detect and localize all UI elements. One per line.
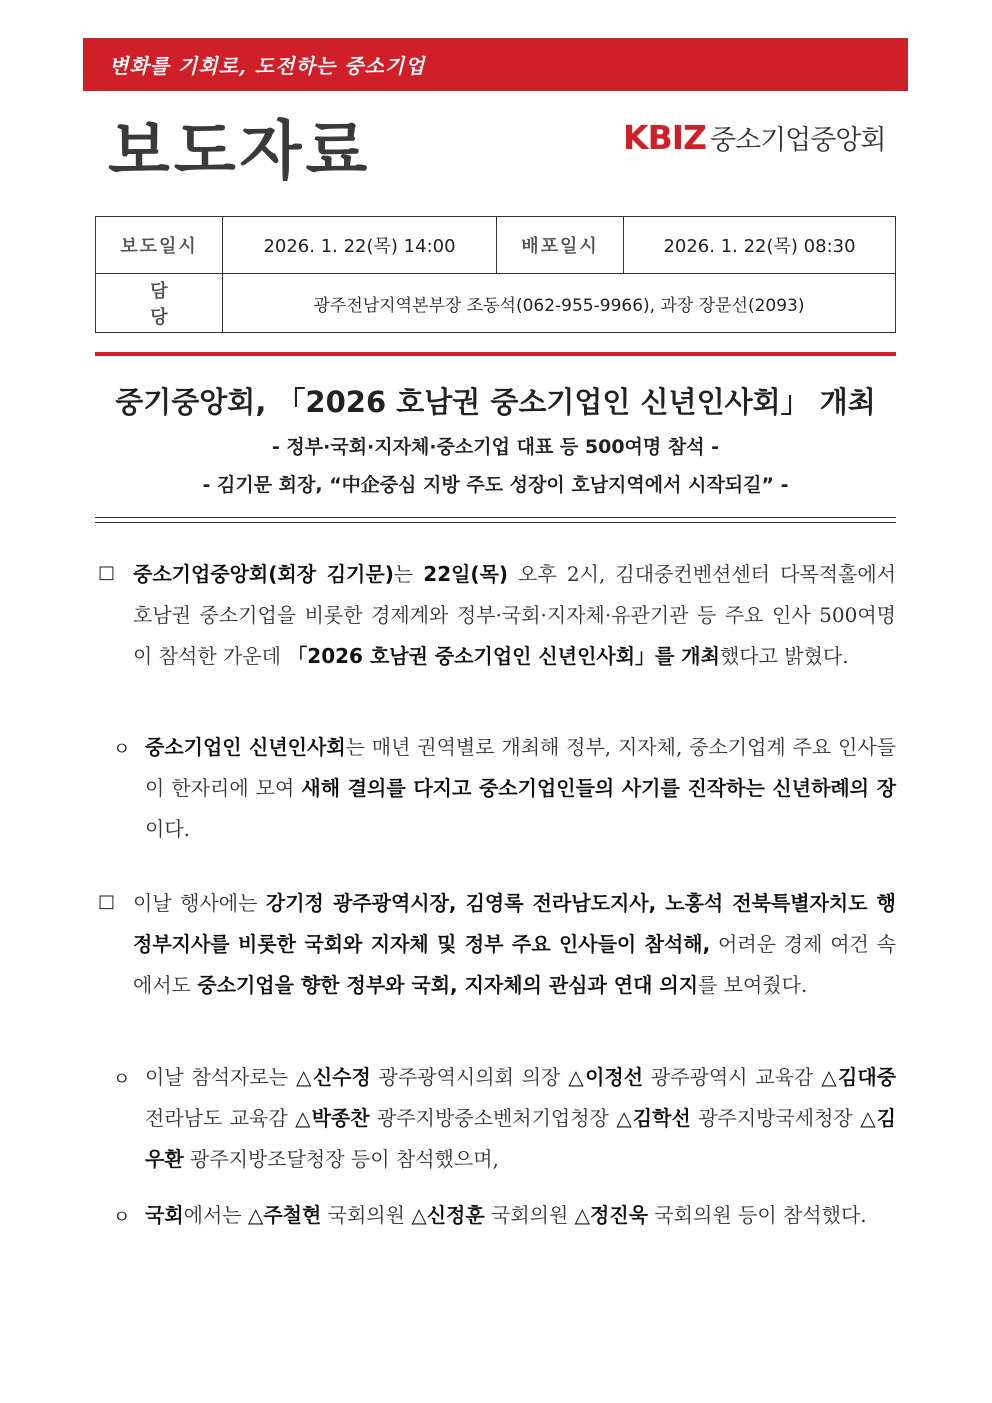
- logo-mark: KBIZ: [623, 118, 706, 157]
- distribution-date-value: 2026. 1. 22(목) 08:30: [624, 217, 896, 274]
- release-date-label: 보도일시: [96, 217, 223, 274]
- document-type-title: 보도자료: [108, 115, 372, 189]
- distribution-date-label: 배포일시: [497, 217, 624, 274]
- paragraph-4: [145, 1057, 896, 1180]
- square-bullet-icon: □: [98, 891, 116, 912]
- text-bold: △이정선: [568, 1065, 644, 1089]
- text: 이날 행사에는: [133, 891, 266, 915]
- headline-subtitle-2: - 김기문 회장, “中企중심 지방 주도 성장이 호남지역에서 시작되길” -: [202, 474, 789, 496]
- logo-organization-name: 중소기업중앙회: [709, 125, 886, 156]
- paragraph-1: [133, 554, 896, 677]
- text-bold: △주철현: [247, 1203, 322, 1227]
- circle-bullet-icon: ㅇ: [113, 739, 131, 760]
- paragraph-2: [145, 727, 896, 850]
- text: 광주광역시 교육감: [643, 1065, 822, 1089]
- paragraph-3: [133, 883, 896, 1006]
- text-bold: △김우환: [145, 1106, 896, 1171]
- text-bold: 중소기업을 향한 정부와 국회, 지자체의 관심과 연대 의지: [197, 973, 699, 997]
- text: 이날 참석자로는: [145, 1065, 296, 1089]
- text-bold: 강기정 광주광역시장, 김영록 전라남도지사, 노홍석 전북특별자치도 행정부지사를 비롯한 국회와 지자체 및 정부 주요 인사들이 참석해,: [133, 891, 896, 956]
- text: 국회의원: [484, 1203, 575, 1227]
- paragraph-5: [145, 1195, 896, 1236]
- text: 를 보여줬다.: [698, 973, 808, 997]
- text: 어려운 경제 여건 속에서도: [133, 932, 896, 997]
- text: 는: [393, 562, 424, 586]
- text-bold: △정진욱: [574, 1203, 648, 1227]
- text: 에서는: [183, 1203, 248, 1227]
- text: 했다고 밝혔다.: [719, 644, 849, 668]
- text: 는 매년 권역별로 개최해 정부, 지자체, 중소기업계 주요 인사들이 한자리에 모여: [145, 735, 896, 800]
- text-bold: 중소기업중앙회(회장 김기문): [133, 562, 394, 586]
- text: 전라남도 교육감: [145, 1106, 296, 1130]
- circle-bullet-icon: ㅇ: [113, 1069, 131, 1090]
- text: 이다.: [145, 817, 190, 841]
- contact-value: 광주전남지역본부장 조동석(062-955-9966), 과장 장문선(2093): [223, 274, 896, 333]
- text-bold: 「2026 호남권 중소기업인 신년인사회」를 개최: [287, 644, 720, 668]
- text-bold: △신수정: [295, 1065, 371, 1089]
- double-divider-top: [95, 517, 896, 518]
- release-info-table: [95, 216, 896, 333]
- text-bold: △김학선: [616, 1106, 691, 1130]
- text-bold: △박종찬: [295, 1106, 370, 1130]
- text-bold: 중소기업인 신년인사회: [145, 735, 346, 759]
- circle-bullet-icon: ㅇ: [113, 1207, 131, 1228]
- header-banner: [83, 38, 908, 91]
- headline-title: 중기중앙회, 「2026 호남권 중소기업인 신년인사회」 개최: [115, 385, 876, 419]
- kbiz-logo: [623, 118, 886, 157]
- text-bold: 국회: [145, 1203, 184, 1227]
- text: 오후 2시, 김대중컨벤션센터 다목적홀에서 호남권 중소기업을 비롯한 경제계와 정부·국회·지자체·유관기관 등 주요 인사 500여명이 참석한 가운데: [133, 562, 896, 668]
- text: 국회의원 등이 참석했다.: [648, 1203, 867, 1227]
- text: 광주지방조달청장 등이 참석했으며,: [183, 1147, 499, 1171]
- text: 광주광역시의회 의장: [370, 1065, 569, 1089]
- release-date-value: 2026. 1. 22(목) 14:00: [223, 217, 497, 274]
- text: 국회의원: [321, 1203, 412, 1227]
- text-bold: 22일(목): [423, 562, 509, 586]
- text-bold: 새해 결의를 다지고 중소기업인들의 사기를 진작하는 신년하례의 장: [301, 776, 897, 800]
- contact-label: 담당: [96, 274, 223, 333]
- headline-subtitle-1: - 정부·국회·지자체·중소기업 대표 등 500여명 참석 -: [271, 436, 720, 458]
- text-bold: △신정훈: [411, 1203, 485, 1227]
- slogan-text: 변화를 기회로, 도전하는 중소기업: [109, 54, 426, 78]
- text-bold: △김대중: [821, 1065, 897, 1089]
- square-bullet-icon: □: [98, 562, 116, 583]
- double-divider-bottom: [95, 522, 896, 523]
- text: 광주지방중소벤처기업청장: [369, 1106, 617, 1130]
- text: 광주지방국세청장: [690, 1106, 861, 1130]
- red-divider: [95, 352, 896, 356]
